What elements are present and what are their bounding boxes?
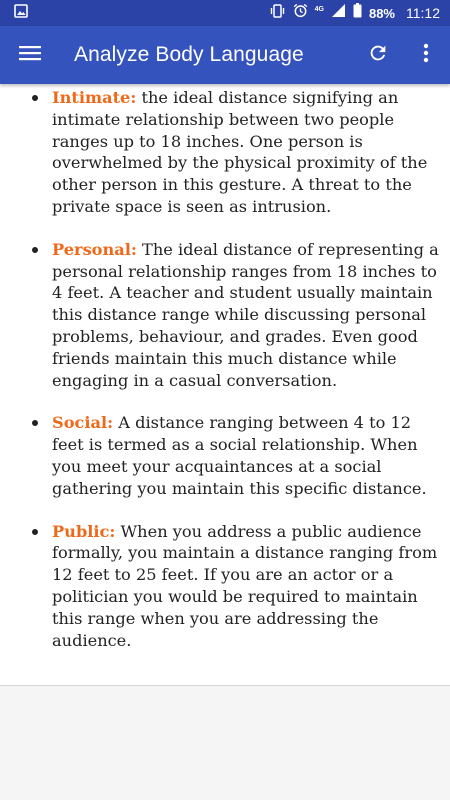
list-item-intimate (0, 87, 450, 218)
more-options-button[interactable] (402, 31, 450, 79)
list-item-personal (0, 239, 450, 392)
term-description: the ideal distance signifying an intimate relationship between two people ranges up to 18 inches. One person is overwhelmed by the physical proximity of the other person in this gesture. A threat to the private space is seen as intrusion. (52, 88, 428, 216)
more-vert-icon (423, 43, 429, 67)
menu-icon (19, 44, 41, 66)
status-bar (0, 0, 450, 26)
refresh-icon (367, 42, 389, 68)
status-left (14, 4, 269, 23)
bullet-icon (32, 420, 38, 426)
page-title: Analyze Body Language (74, 43, 304, 66)
bullet-icon (32, 529, 38, 535)
term-label: Personal: (52, 239, 137, 259)
app-bar (0, 26, 450, 84)
image-icon (14, 4, 28, 23)
network-type: 4G (314, 5, 324, 13)
term-description: The ideal distance of representing a personal relationship ranges from 18 inches to 4 feet. A teacher and student usually maintain this distance range while discussing personal problems, behaviour, and grades. Even good friends maintain this much distance while engaging in a casual conversation. (52, 239, 439, 390)
term-label: Public: (52, 521, 116, 541)
menu-button[interactable] (6, 31, 54, 79)
term-description: When you address a public audience formally, you maintain a distance ranging from 12 feet to 25 feet. If you are an actor or a politician you would be required to maintain this range when you are addressing the audience. (52, 521, 438, 650)
signal-icon (331, 3, 346, 23)
battery-icon (353, 3, 362, 23)
bullet-icon (32, 247, 38, 253)
vibrate-icon (269, 4, 286, 23)
alarm-icon (293, 3, 308, 23)
bullet-icon (32, 95, 38, 101)
refresh-button[interactable] (354, 31, 402, 79)
list-item-public (0, 521, 450, 652)
battery-percent: 88% (368, 5, 395, 21)
term-label: Social: (52, 413, 114, 433)
clock-time: 11:12 (406, 5, 440, 21)
list-item-social (0, 412, 450, 499)
status-right (269, 3, 440, 23)
term-description: A distance ranging between 4 to 12 feet is termed as a social relationship. When you meet your acquaintances at a social gathering you maintain this specific distance. (52, 413, 427, 498)
term-label: Intimate: (52, 88, 137, 107)
article-content[interactable] (0, 84, 450, 686)
distance-list (0, 84, 450, 672)
